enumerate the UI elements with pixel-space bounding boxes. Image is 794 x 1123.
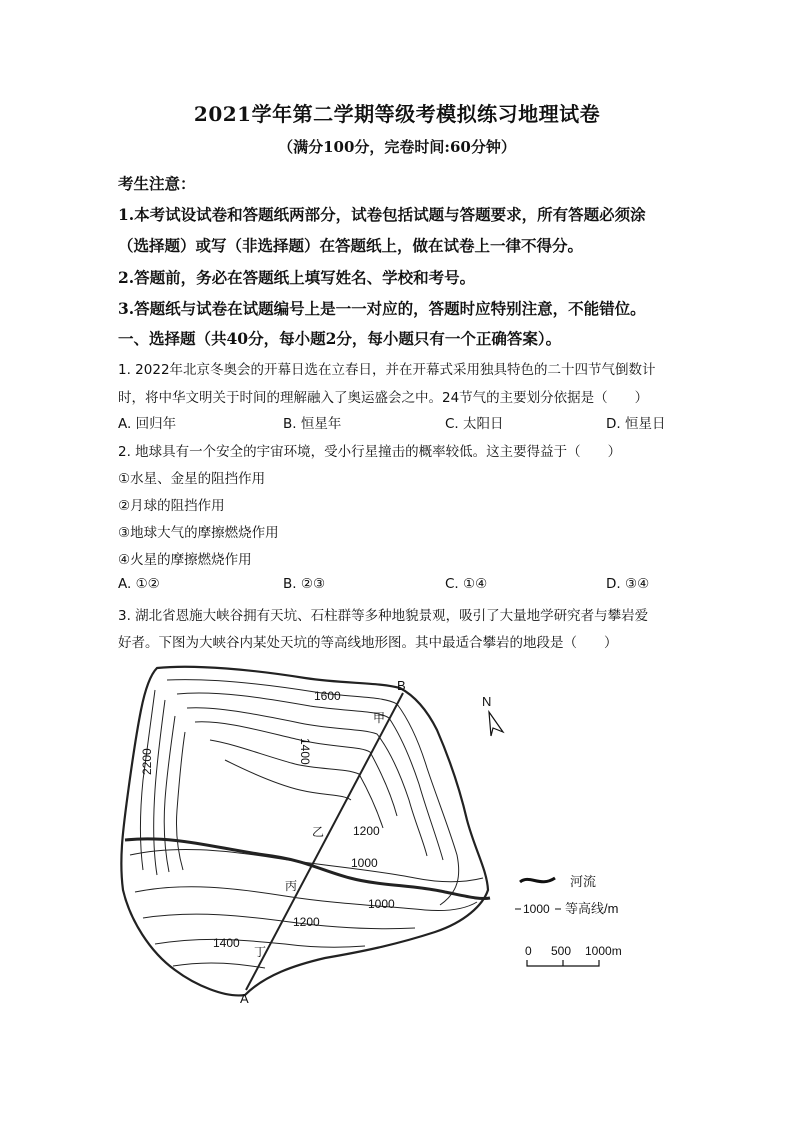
point-label-b: B	[397, 678, 406, 693]
point-label-ding: 丁	[254, 945, 267, 959]
contour-map	[115, 660, 645, 1005]
contour-label: 1400	[213, 936, 240, 950]
notice-item: （选择题）或写（非选择题）在答题纸上，做在试卷上一律不得分。	[118, 236, 584, 255]
contour-label: 2200	[140, 748, 154, 775]
legend-contour-label: 等高线/m	[565, 901, 619, 916]
scale-label: 500	[551, 944, 572, 958]
point-label-jia: 甲	[373, 711, 386, 725]
notice-item: 3.答题纸与试卷在试题编号上是一一对应的，答题时应特别注意，不能错位。	[118, 299, 646, 318]
contour-label: 1600	[314, 689, 341, 703]
notice-heading: 考生注意：	[118, 174, 196, 193]
option-a: A. ①②	[118, 576, 160, 592]
option-a: A. 回归年	[118, 416, 177, 432]
question-stem: 2. 地球具有一个安全的宇宙环境，受小行星撞击的概率较低。这主要得益于（ ）	[118, 444, 622, 460]
question-item: ③地球大气的摩擦燃烧作用	[118, 525, 279, 541]
legend-contour-value: 1000	[523, 902, 550, 916]
point-label-a: A	[240, 991, 249, 1005]
question-item: ②月球的阻挡作用	[118, 498, 225, 514]
legend-river-label: 河流	[570, 874, 597, 889]
contour-label: 1000	[368, 897, 395, 911]
option-c: C. ①④	[445, 576, 488, 592]
point-label-bing: 丙	[285, 879, 298, 893]
question-stem: 1. 2022年北京冬奥会的开幕日选在立春日，并在开幕式采用独具特色的二十四节气倒数计	[118, 362, 656, 378]
contour-label: 1000	[351, 856, 378, 870]
point-label-yi: 乙	[312, 825, 325, 839]
option-b: B. ②③	[283, 576, 326, 592]
question-stem: 3. 湖北省恩施大峡谷拥有天坑、石柱群等多种地貌景观，吸引了大量地学研究者与攀岩爱	[118, 608, 649, 624]
scale-label: 0	[525, 944, 532, 958]
option-b: B. 恒星年	[283, 416, 342, 432]
option-c: C. 太阳日	[445, 416, 504, 432]
page-subtitle: （满分100分，完卷时间:60分钟）	[278, 138, 516, 156]
question-item: ①水星、金星的阻挡作用	[118, 471, 266, 487]
profile-line	[246, 693, 403, 990]
north-label: N	[482, 694, 492, 709]
section-heading: 一、选择题（共40分，每小题2分，每小题只有一个正确答案）。	[118, 329, 562, 348]
contour-label: 1200	[353, 824, 380, 838]
contour-label: 1400	[298, 738, 312, 765]
question-item: ④火星的摩擦燃烧作用	[118, 552, 252, 568]
notice-item: 2.答题前，务必在答题纸上填写姓名、学校和考号。	[118, 268, 476, 287]
option-d: D. 恒星日	[606, 416, 666, 432]
scale-label: 1000m	[585, 944, 622, 958]
river	[125, 839, 490, 899]
question-stem: 好者。下图为大峡谷内某处天坑的等高线地形图。其中最适合攀岩的地段是（ ）	[118, 635, 618, 651]
page-title: 2021学年第二学期等级考模拟练习地理试卷	[193, 102, 601, 126]
contour-label: 1200	[293, 915, 320, 929]
question-stem: 时，将中华文明关于时间的理解融入了奥运盛会之中。24节气的主要划分依据是（ ）	[118, 390, 649, 406]
north-arrow-icon	[489, 712, 503, 736]
option-d: D. ③④	[606, 576, 650, 592]
river-legend-icon	[520, 878, 555, 882]
scale-bar	[527, 960, 599, 966]
notice-item: 1.本考试设试卷和答题纸两部分，试卷包括试题与答题要求，所有答题必须涂	[118, 205, 646, 224]
